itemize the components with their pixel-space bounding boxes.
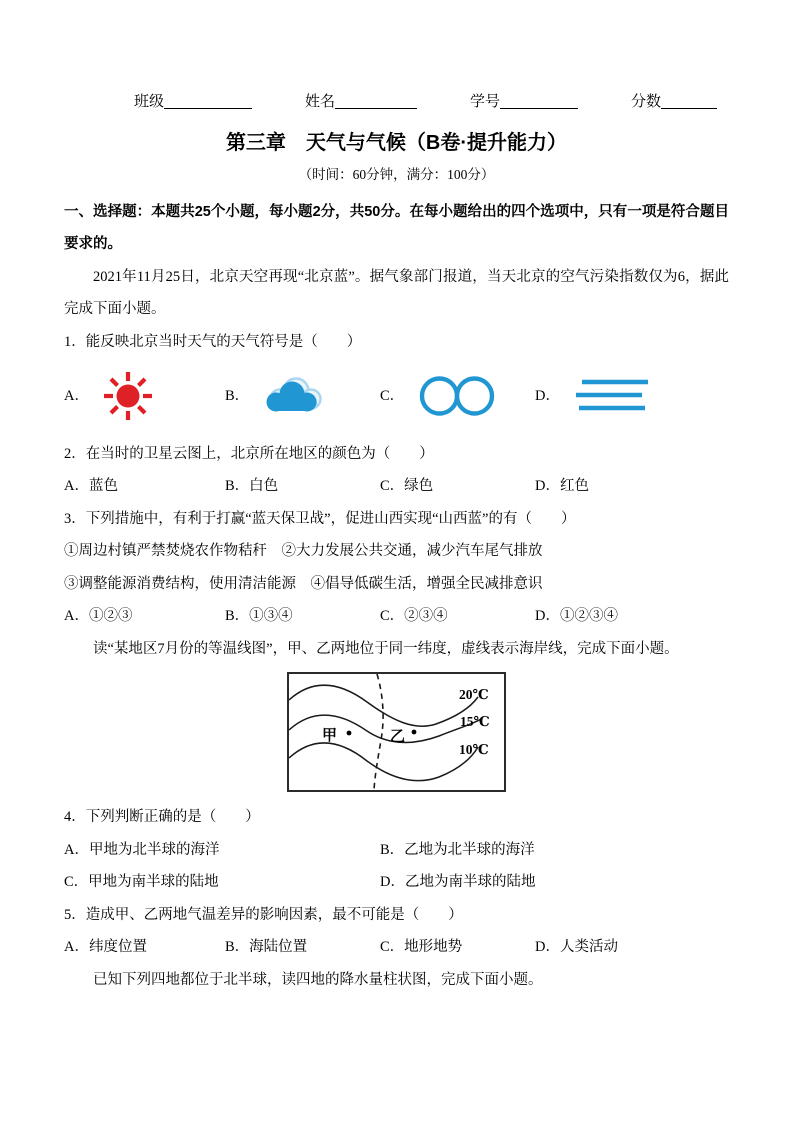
question-5-options xyxy=(64,931,729,963)
field-class-blank xyxy=(164,93,252,109)
point-yi-dot xyxy=(412,730,417,735)
label-15c: 15℃ xyxy=(460,714,490,730)
q2-option-d: D．红色 xyxy=(535,478,589,495)
question-4-text: 4．下列判断正确的是（ ） xyxy=(64,809,260,826)
field-student-id xyxy=(470,90,578,114)
point-yi-label: 乙 xyxy=(390,728,406,746)
coastline-dashed xyxy=(374,674,383,790)
field-class-label: 班级 xyxy=(134,94,165,110)
question-2-options xyxy=(64,470,729,502)
isotherm-curve-15 xyxy=(289,715,481,745)
q1-option-b xyxy=(225,375,380,417)
q1-option-c-label: C． xyxy=(380,387,405,404)
question-4-options-row-2 xyxy=(64,866,729,898)
point-jia-dot xyxy=(347,731,352,736)
q3-option-c: C．②③④ xyxy=(380,608,448,625)
point-jia-label: 甲 xyxy=(322,727,338,745)
field-student-id-blank xyxy=(500,93,578,109)
sun-icon xyxy=(101,369,155,423)
question-1-text: 1．能反映北京当时天气的天气符号是（ ） xyxy=(64,333,362,350)
q1-option-d-label: D． xyxy=(535,387,560,404)
exam-meta: （时间：60分钟，满分：100分） xyxy=(298,167,495,182)
question-2-text: 2．在当时的卫星云图上，北京所在地区的颜色为（ ） xyxy=(64,445,434,462)
field-score-label: 分数 xyxy=(630,94,661,110)
q2-option-b: B．白色 xyxy=(225,478,279,495)
intro-paragraph-1: 2021年11月25日，北京天空再现“北京蓝”。据气象部门报道，当天北京的空气污染指数仅为6，据此完成下面小题。 xyxy=(64,268,729,318)
isotherm-curve-10 xyxy=(289,743,478,781)
intro-paragraph-3: 已知下列四地都位于北半球，读四地的降水量柱状图，完成下面小题。 xyxy=(93,971,543,988)
field-name-label: 姓名 xyxy=(304,94,335,110)
question-1-options xyxy=(64,358,729,434)
question-5-text: 5．造成甲、乙两地气温差异的影响因素，最不可能是（ ） xyxy=(64,906,463,923)
label-20c: 20℃ xyxy=(459,687,489,703)
field-score xyxy=(631,90,717,114)
q1-option-c xyxy=(380,373,535,419)
question-4-options-row-1 xyxy=(64,834,729,866)
q4-option-d: D．乙地为南半球的陆地 xyxy=(380,874,536,891)
question-3-options xyxy=(64,600,729,632)
q3-option-a: A．①②③ xyxy=(64,608,133,625)
field-class xyxy=(134,90,252,114)
q1-option-a-label: A． xyxy=(64,387,89,404)
q4-option-a: A．甲地为北半球的海洋 xyxy=(64,841,220,858)
q4-option-b: B．乙地为北半球的海洋 xyxy=(380,841,535,858)
q5-option-b: B．海陆位置 xyxy=(225,939,308,956)
q4-option-c: C．甲地为南半球的陆地 xyxy=(64,874,219,891)
q1-option-a xyxy=(64,369,225,423)
q3-statements-1: ①周边村镇严禁焚烧农作物秸秆 ②大力发展公共交通，减少汽车尾气排放 xyxy=(64,543,543,560)
field-name xyxy=(305,90,417,114)
triple-line-icon xyxy=(572,376,650,416)
isotherm-map xyxy=(289,674,504,790)
q5-option-a: A．纬度位置 xyxy=(64,939,147,956)
q3-statements-2: ③调整能源消费结构，使用清洁能源 ④倡导低碳生活，增强全民减排意识 xyxy=(64,575,543,592)
q3-option-b: B．①③④ xyxy=(225,608,293,625)
field-student-id-label: 学号 xyxy=(469,94,500,110)
section-heading: 一、选择题：本题共25个小题，每小题2分，共50分。在每小题给出的四个选项中，只有一项是符合题目要求的。 xyxy=(64,203,729,253)
double-circle-icon xyxy=(416,373,500,419)
question-3-text: 3．下列措施中，有利于打赢“蓝天保卫战”，促进山西实现“山西蓝”的有（ ） xyxy=(64,510,576,527)
q3-option-d: D．①②③④ xyxy=(535,608,618,625)
header-fields xyxy=(134,90,717,114)
q1-option-d xyxy=(535,376,729,416)
q2-option-c: C．绿色 xyxy=(380,478,434,495)
field-name-blank xyxy=(335,93,417,109)
q2-option-a: A．蓝色 xyxy=(64,478,118,495)
q1-option-b-label: B． xyxy=(225,387,250,404)
q5-option-d: D．人类活动 xyxy=(535,939,618,956)
q5-option-c: C．地形地势 xyxy=(380,939,463,956)
isotherm-map-figure xyxy=(287,672,506,792)
field-score-blank xyxy=(661,93,717,109)
label-10c: 10℃ xyxy=(459,742,489,758)
cloud-icon xyxy=(261,375,325,417)
intro-paragraph-2: 读“某地区7月份的等温线图”，甲、乙两地位于同一纬度，虚线表示海岸线，完成下面小题。 xyxy=(93,640,679,657)
page-title: 第三章 天气与气候（B卷·提升能力） xyxy=(225,132,568,154)
